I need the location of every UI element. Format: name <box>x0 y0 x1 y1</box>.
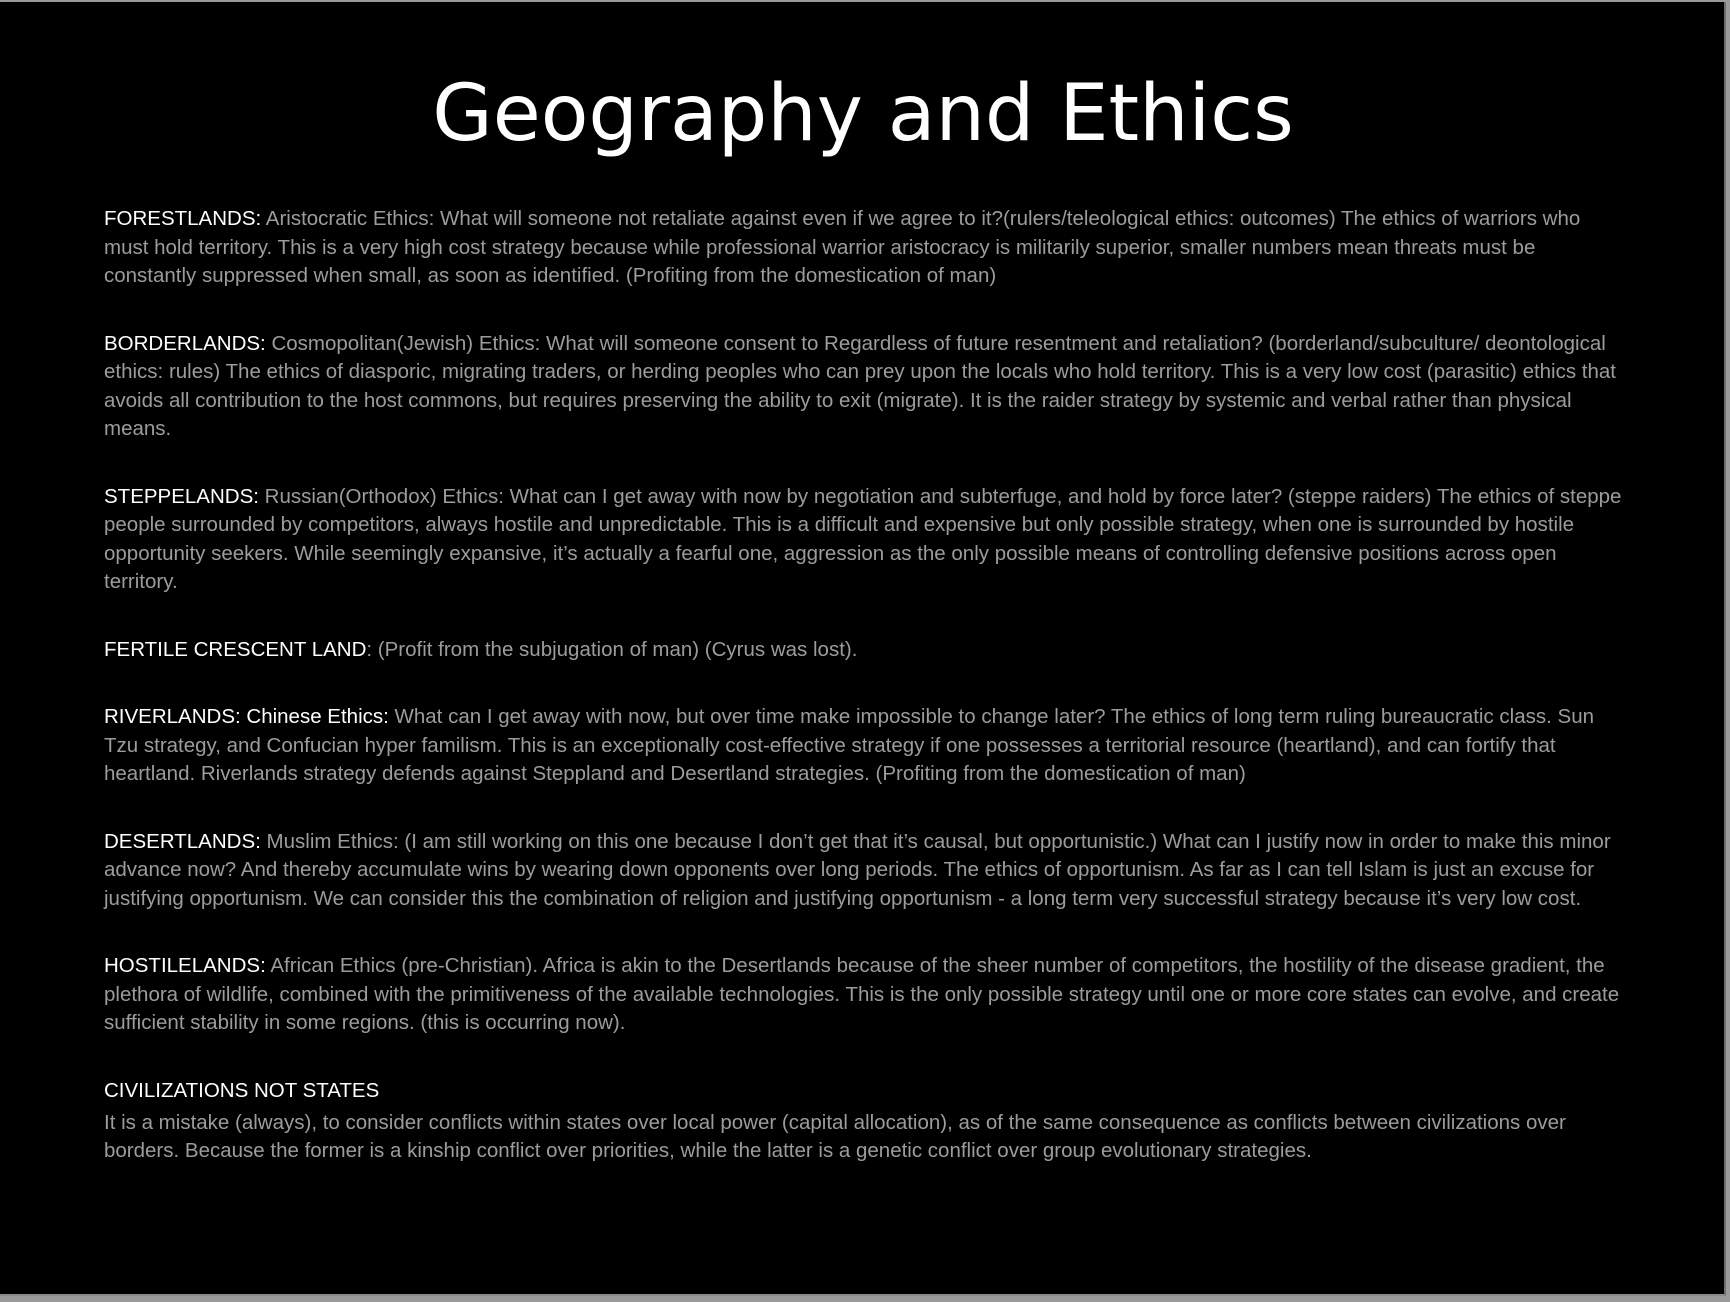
paragraph-text: African Ethics (pre-Christian). Africa is akin to the Desertlands because of the sheer number of competitors, the hostility of the disease gradient, the plethora of wildlife, combined with the primitiveness of the available technologies. This is the only possible strategy until one or more core states can evolve, and create sufficient stability in some regions. (this is occurring now). <box>104 954 1620 1034</box>
paragraph-desertlands <box>104 828 1629 914</box>
paragraph-heading: FERTILE CRESCENT LAND <box>104 637 367 661</box>
paragraph-text: Cosmopolitan(Jewish) Ethics: What will someone consent to Regardless of future resentment and retaliation? (borderland/subculture/ deontological ethics: rules) The ethics of diasporic, migrating traders, or herding peoples who can prey upon the locals who hold territory. This is a very low cost (parasitic) ethics that avoids all contribution to the host commons, but requires preserving the ability to exit (migrate). It is the raider strategy by systemic and verbal rather than physical means. <box>104 331 1617 440</box>
paragraph-steppelands <box>104 483 1629 597</box>
paragraph-text: : (Profit from the subjugation of man) (Cyrus was lost). <box>366 637 858 661</box>
paragraph-heading: DESERTLANDS: <box>104 829 261 853</box>
paragraph-fertile-crescent <box>104 636 1629 665</box>
paragraph-forestlands <box>104 205 1629 291</box>
paragraph-text: Muslim Ethics: (I am still working on this one because I don’t get that it’s causal, but opportunistic.) What can I justify now in order to make this minor advance now? And thereby accumulate wins by wearing down opponents over long periods. The ethics of opportunism. As far as I can tell Islam is just an excuse for justifying opportunism. We can consider this the combination of religion and justifying opportunism - a long term very successful strategy because it’s very low cost. <box>104 829 1611 910</box>
slide <box>0 2 1726 1296</box>
paragraph-heading: RIVERLANDS: Chinese Ethics: <box>104 705 389 728</box>
paragraph-heading: FORESTLANDS: <box>104 207 262 230</box>
section-heading: CIVILIZATIONS NOT STATES <box>104 1078 380 1102</box>
paragraph-text: Aristocratic Ethics: What will someone not retaliate against even if we agree to it?(rulers/teleological ethics: outcomes) The ethics of warriors who must hold territory. This is a very high cost strategy because while professional warrior aristocracy is militarily superior, smaller numbers mean threats must be constantly suppressed when small, as soon as identified. (Profiting from the domestication of man) <box>104 207 1581 287</box>
paragraph-riverlands <box>104 703 1629 789</box>
paragraph-heading: HOSTILELANDS: <box>104 954 266 977</box>
section-civilizations <box>104 1077 1629 1166</box>
slide-body <box>104 205 1629 1166</box>
paragraph-text: What can I get away with now, but over time make impossible to change later? The ethics of long term ruling bureaucratic class. Sun Tzu strategy, and Confucian hyper familism. This is an exceptionally cost-effective strategy if one possesses a territorial resource (heartland), and can fortify that heartland. Riverlands strategy defends against Steppland and Desertland strategies. (Profiting from the domestication of man) <box>104 705 1594 785</box>
slide-title: Geography and Ethics <box>432 69 1294 159</box>
paragraph-heading: BORDERLANDS: <box>104 331 266 355</box>
section-text: It is a mistake (always), to consider conflicts within states over local power (capital allocation), as of the same consequence as conflicts between civilizations over borders. Because the former is a kinship conflict over priorities, while the latter is a genetic conflict over group evolutionary strategies. <box>104 1110 1566 1162</box>
paragraph-borderlands <box>104 330 1629 444</box>
paragraph-heading: STEPPELANDS: <box>104 484 259 508</box>
paragraph-text: Russian(Orthodox) Ethics: What can I get away with now by negotiation and subterfuge, and hold by force later? (steppe raiders) The ethics of steppe people surrounded by competitors, always hostile and unpredictable. This is a difficult and expensive but only possible strategy, when one is surrounded by hostile opportunity seekers. While seemingly expansive, it’s actually a fearful one, aggression as the only possible means of controlling defensive positions across open territory. <box>104 484 1622 593</box>
paragraph-hostilelands <box>104 952 1629 1038</box>
